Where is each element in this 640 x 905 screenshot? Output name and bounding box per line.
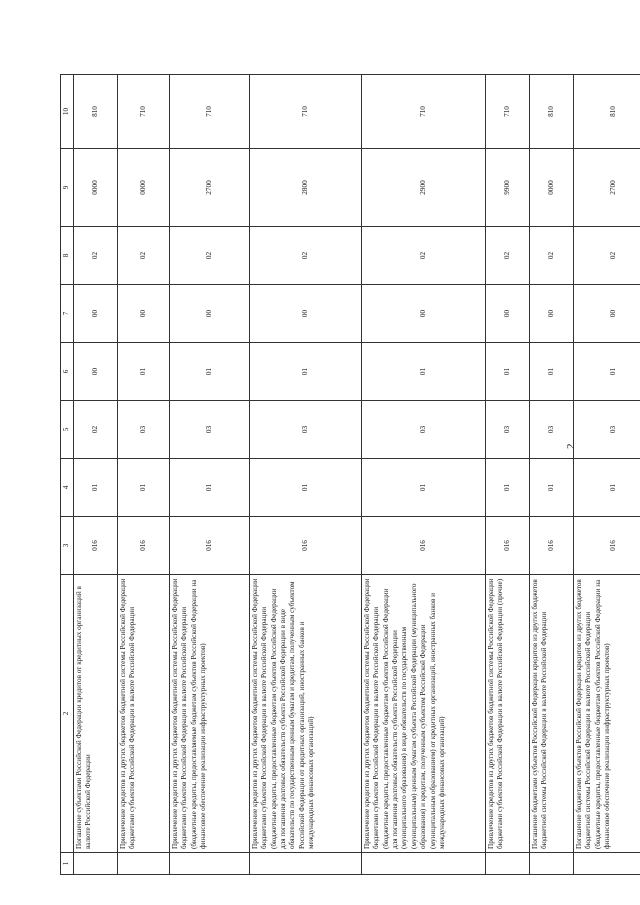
row-description: Погашение бюджетами субъектов Российской Федерации кредитов из других бюджетов бюджетной системы Российской Федерации в валюте Российской Федерации: [530, 575, 574, 853]
code-program: 2800: [250, 149, 362, 227]
code-admin: 016: [170, 517, 250, 575]
page-number: 2: [565, 443, 577, 449]
code-kosgu: 710: [250, 75, 362, 149]
row-description: Привлечение кредитов из других бюджетов бюджетной системы Российской Федерации бюджетами субъектов Российской Федерации в валюте Российской Федерации: [118, 575, 170, 853]
column-header: 3: [61, 517, 74, 575]
code-subarticle: 00: [250, 285, 362, 343]
code-subgroup: 03: [250, 401, 362, 459]
code-group: 01: [170, 459, 250, 517]
code-group: 01: [118, 459, 170, 517]
code-article: 01: [170, 343, 250, 401]
code-admin: 016: [530, 517, 574, 575]
code-group: 01: [574, 459, 640, 517]
code-subgroup: 03: [486, 401, 530, 459]
code-article: 01: [574, 343, 640, 401]
code-kosgu: 810: [74, 75, 118, 149]
code-element: 02: [74, 227, 118, 285]
code-program: 2900: [362, 149, 486, 227]
code-admin: 016: [574, 517, 640, 575]
code-subgroup: 03: [118, 401, 170, 459]
code-article: 01: [118, 343, 170, 401]
row-description: Привлечение кредитов из других бюджетов бюджетной системы Российской Федерации бюджетами субъектов Российской Федерации в валюте Российской Федерации (бюджетные кредиты, предоставленные бюджетам субъектов Российской Федерации для погашения долговых обязательств субъекта Российской Федерации в виде обязательств по государственным ценным бумагам и кредитам, полученным субъектом Российской Федерации от кредитных организаций, иностранных банков и международных финансовых организаций): [250, 575, 362, 853]
code-kosgu: 710: [170, 75, 250, 149]
code-subarticle: 00: [74, 285, 118, 343]
code-admin: 016: [250, 517, 362, 575]
code-program: 2700: [574, 149, 640, 227]
row-number: [118, 853, 170, 875]
code-program: 9900: [486, 149, 530, 227]
code-element: 02: [362, 227, 486, 285]
table-row: [362, 75, 486, 875]
code-article: 01: [530, 343, 574, 401]
code-group: 01: [486, 459, 530, 517]
table-row: [250, 75, 362, 875]
table-row: [486, 75, 530, 875]
code-kosgu: 710: [486, 75, 530, 149]
row-description: Погашение бюджетами субъектов Российской Федерации кредитов из других бюджетов бюджетной системы Российской Федерации в валюте Российской Федерации (бюджетные кредиты, предоставленные бюджетам субъектов Российской Федерации на финансовое обеспечение реализации инфраструктурных проектов): [574, 575, 640, 853]
row-number: [362, 853, 486, 875]
code-group: 01: [362, 459, 486, 517]
row-description: Привлечение кредитов из других бюджетов бюджетной системы Российской Федерации бюджетами субъектов Российской Федерации в валюте Российской Федерации (прочие): [486, 575, 530, 853]
code-subarticle: 00: [170, 285, 250, 343]
code-program: 2700: [170, 149, 250, 227]
row-number: [530, 853, 574, 875]
code-group: 01: [250, 459, 362, 517]
code-subarticle: 00: [362, 285, 486, 343]
column-header: 2: [61, 575, 74, 853]
column-header: 5: [61, 401, 74, 459]
rotated-table-container: [60, 75, 617, 875]
row-description: Погашение субъектами Российской Федерации кредитов от кредитных организаций в валюте Российской Федерации: [74, 575, 118, 853]
column-header: 1: [61, 853, 74, 875]
column-header: 8: [61, 227, 74, 285]
table-row: [170, 75, 250, 875]
budget-codes-table: [60, 74, 640, 875]
table-row: [118, 75, 170, 875]
code-subgroup: 03: [574, 401, 640, 459]
row-number: [250, 853, 362, 875]
code-article: 01: [486, 343, 530, 401]
code-group: 01: [74, 459, 118, 517]
table-row: [74, 75, 118, 875]
code-subarticle: 00: [530, 285, 574, 343]
code-article: 01: [362, 343, 486, 401]
code-element: 02: [574, 227, 640, 285]
code-subgroup: 02: [74, 401, 118, 459]
column-header: 9: [61, 149, 74, 227]
code-subgroup: 03: [530, 401, 574, 459]
code-element: 02: [118, 227, 170, 285]
row-number: [170, 853, 250, 875]
code-element: 02: [250, 227, 362, 285]
table-header-row: [61, 75, 74, 875]
column-header: 6: [61, 343, 74, 401]
row-description: Привлечение кредитов из других бюджетов бюджетной системы Российской Федерации бюджетами субъектов Российской Федерации в валюте Российской Федерации (бюджетные кредиты, предоставленные бюджетам субъектов Российской Федерации для погашения долговых обязательств субъекта Российской Федерации (муниципального образования) в виде обязательств по государственным (муниципальным) ценным бумагам субъекта Российской Федерации (муниципального образования) и кредитам, полученным субъектом Российской Федерации (муниципальным образованием) от кредитных организаций, иностранных банков и международных финансовых организаций): [362, 575, 486, 853]
code-article: 00: [74, 343, 118, 401]
code-group: 01: [530, 459, 574, 517]
code-subarticle: 00: [486, 285, 530, 343]
code-element: 02: [170, 227, 250, 285]
row-number: [74, 853, 118, 875]
column-header: 4: [61, 459, 74, 517]
code-element: 02: [530, 227, 574, 285]
row-number: [486, 853, 530, 875]
code-subgroup: 03: [170, 401, 250, 459]
code-kosgu: 710: [362, 75, 486, 149]
row-number: [574, 853, 640, 875]
code-kosgu: 810: [530, 75, 574, 149]
code-subarticle: 00: [574, 285, 640, 343]
code-kosgu: 710: [118, 75, 170, 149]
code-admin: 016: [362, 517, 486, 575]
code-admin: 016: [74, 517, 118, 575]
column-header: 10: [61, 75, 74, 149]
code-subgroup: 03: [362, 401, 486, 459]
row-description: Привлечение кредитов из других бюджетов бюджетной системы Российской Федерации бюджетами субъектов Российской Федерации в валюте Российской Федерации (бюджетные кредиты, предоставляемые бюджетам субъектов Российской Федерации на финансовое обеспечение реализации инфраструктурных проектов): [170, 575, 250, 853]
code-kosgu: 810: [574, 75, 640, 149]
code-element: 02: [486, 227, 530, 285]
code-program: 0000: [74, 149, 118, 227]
code-program: 0000: [530, 149, 574, 227]
code-admin: 016: [118, 517, 170, 575]
code-admin: 016: [486, 517, 530, 575]
column-header: 7: [61, 285, 74, 343]
table-row: [530, 75, 574, 875]
code-program: 0000: [118, 149, 170, 227]
table-row: [574, 75, 640, 875]
code-article: 01: [250, 343, 362, 401]
code-subarticle: 00: [118, 285, 170, 343]
